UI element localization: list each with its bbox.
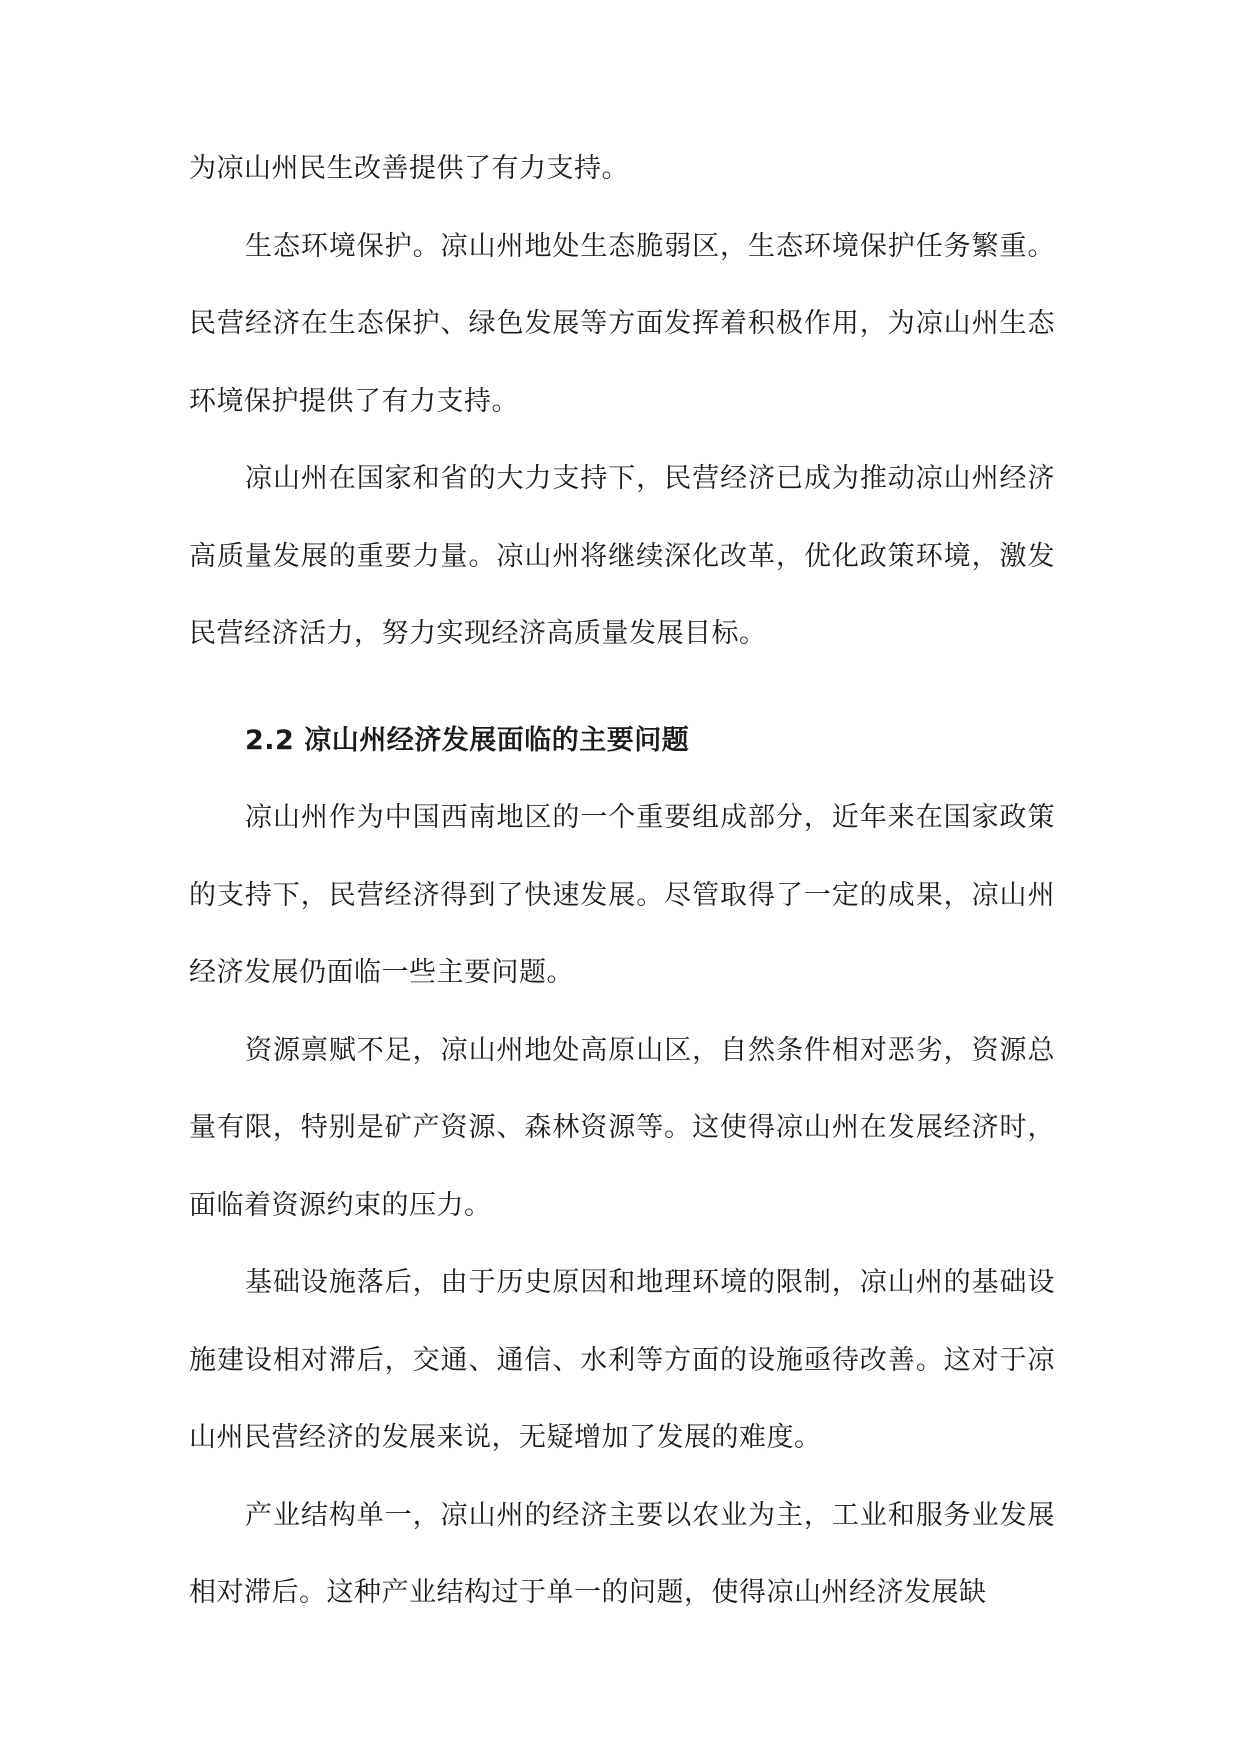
paragraph-industry: 产业结构单一，凉山州的经济主要以农业为主，工业和服务业发展相对滞后。这种产业结构过于单一的问题，使得凉山州经济发展缺 bbox=[189, 1499, 1055, 1608]
section-heading: 2.2 凉山州经济发展面临的主要问题 bbox=[245, 724, 690, 756]
paragraph-infrastructure: 基础设施落后，由于历史原因和地理环境的限制，凉山州的基础设施建设相对滞后，交通、通信、水利等方面的设施亟待改善。这对于凉山州民营经济的发展来说，无疑增加了发展的难度。 bbox=[189, 1267, 1055, 1453]
paragraph-intro: 凉山州作为中国西南地区的一个重要组成部分，近年来在国家政策的支持下，民营经济得到了快速发展。尽管取得了一定的成果，凉山州经济发展仍面临一些主要问题。 bbox=[189, 802, 1055, 988]
paragraph-ecology: 生态环境保护。凉山州地处生态脆弱区，生态环境保护任务繁重。民营经济在生态保护、绿色发展等方面发挥着积极作用，为凉山州生态环境保护提供了有力支持。 bbox=[189, 230, 1055, 417]
paragraph-resources: 资源禀赋不足，凉山州地处高原山区，自然条件相对恶劣，资源总量有限，特别是矿产资源、森林资源等。这使得凉山州在发展经济时，面临着资源约束的压力。 bbox=[189, 1034, 1055, 1221]
paragraph-summary: 凉山州在国家和省的大力支持下，民营经济已成为推动凉山州经济高质量发展的重要力量。凉山州将继续深化改革，优化政策环境，激发民营经济活力，努力实现经济高质量发展目标。 bbox=[189, 463, 1055, 649]
paragraph-continuation: 为凉山州民生改善提供了有力支持。 bbox=[189, 153, 629, 184]
document-page bbox=[189, 130, 1055, 1632]
